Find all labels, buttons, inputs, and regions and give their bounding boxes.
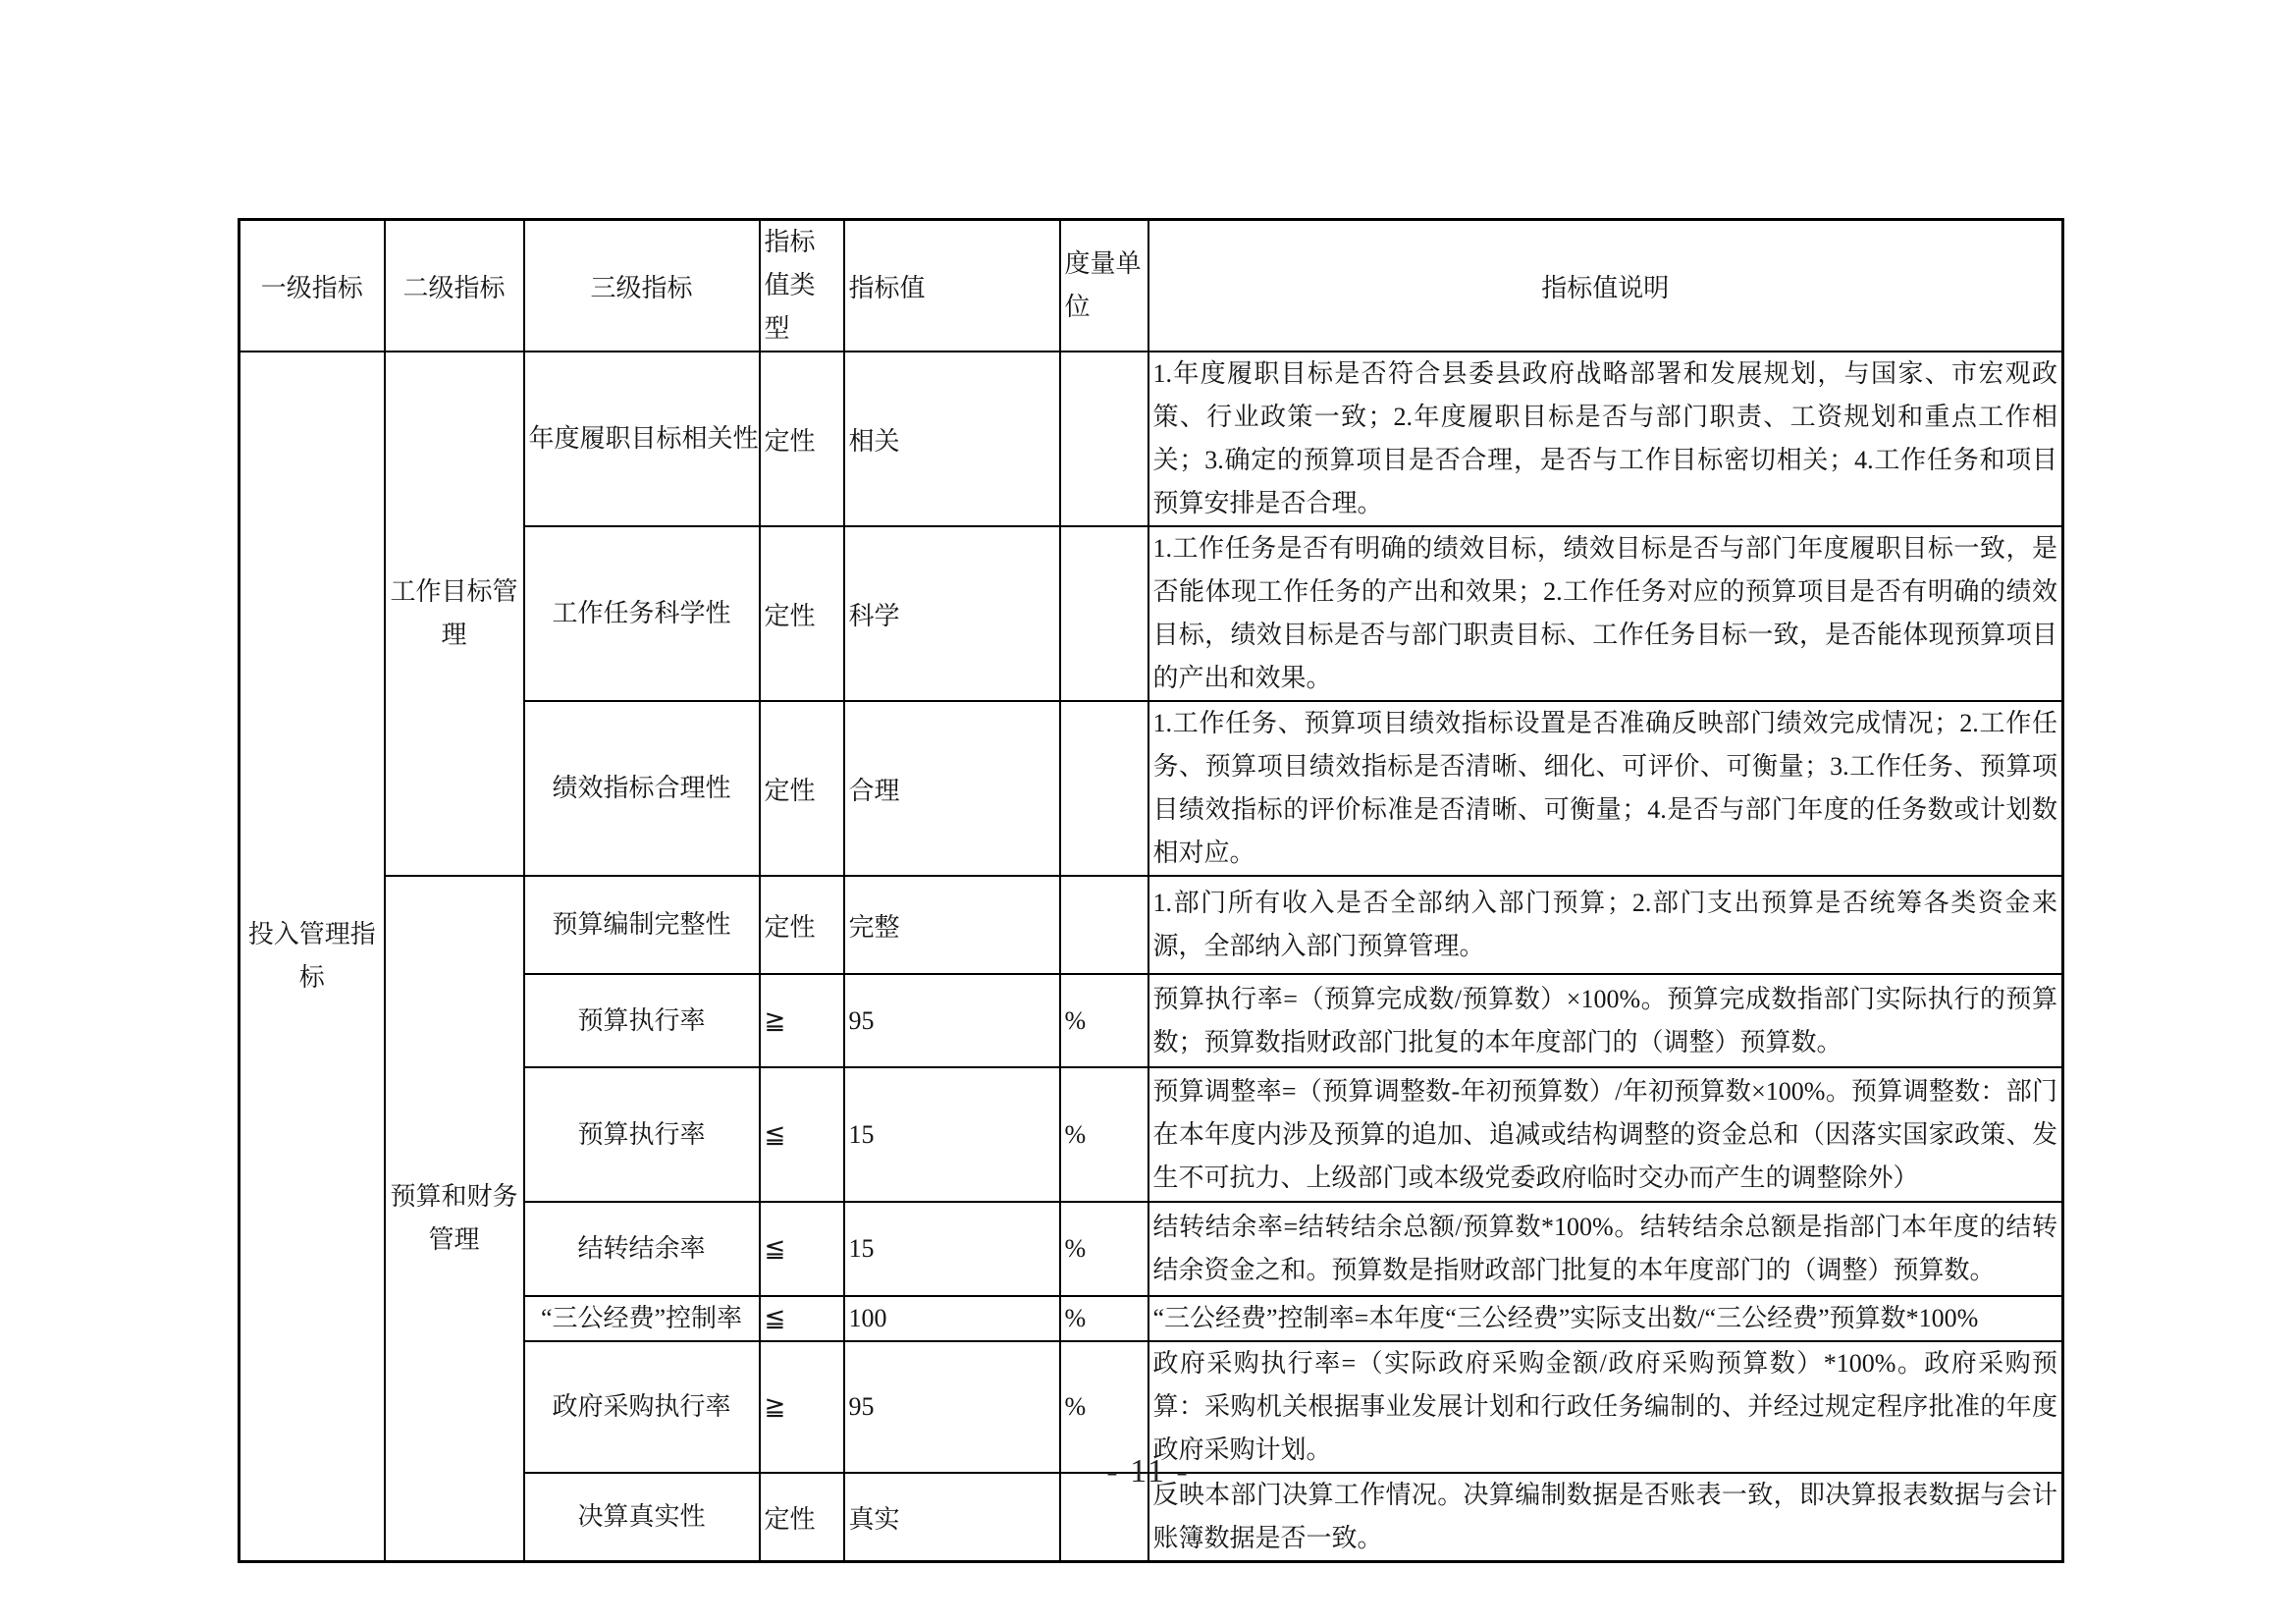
cell-description: 1.工作任务、预算项目绩效指标设置是否准确反映部门绩效完成情况；2.工作任务、预算项目绩效指标是否清晰、细化、可评价、可衡量；3.工作任务、预算项目绩效指标的评价标准是否清晰、可衡量；4.是否与部门年度的任务数或计划数相对应。 (1148, 701, 2063, 876)
header-value-type: 指标值类型 (760, 220, 844, 352)
cell-value: 完整 (844, 876, 1060, 974)
header-level1-indicator: 一级指标 (240, 220, 385, 352)
cell-level3-indicator: 结转结余率 (524, 1202, 760, 1296)
cell-value: 科学 (844, 526, 1060, 701)
cell-unit: % (1060, 1296, 1148, 1341)
cell-description: “三公经费”控制率=本年度“三公经费”实际支出数/“三公经费”预算数*100% (1148, 1296, 2063, 1341)
cell-value-type: 定性 (760, 1473, 844, 1562)
cell-value: 95 (844, 974, 1060, 1067)
cell-value: 真实 (844, 1473, 1060, 1562)
indicator-table (238, 218, 2064, 1563)
cell-level3-indicator: 政府采购执行率 (524, 1341, 760, 1473)
cell-value-type: ≧ (760, 1341, 844, 1473)
cell-value: 相关 (844, 352, 1060, 526)
cell-description: 预算执行率=（预算完成数/预算数）×100%。预算完成数指部门实际执行的预算数；预算数指财政部门批复的本年度部门的（调整）预算数。 (1148, 974, 2063, 1067)
cell-level2-indicator: 工作目标管理 (385, 352, 524, 876)
cell-unit: % (1060, 1067, 1148, 1202)
cell-value-type: 定性 (760, 352, 844, 526)
cell-unit (1060, 526, 1148, 701)
cell-unit: % (1060, 974, 1148, 1067)
cell-level3-indicator: 年度履职目标相关性 (524, 352, 760, 526)
cell-value-type: 定性 (760, 701, 844, 876)
cell-unit (1060, 876, 1148, 974)
table-row (240, 352, 2063, 526)
header-description: 指标值说明 (1148, 220, 2063, 352)
cell-description: 结转结余率=结转结余总额/预算数*100%。结转结余总额是指部门本年度的结转结余资金之和。预算数是指财政部门批复的本年度部门的（调整）预算数。 (1148, 1202, 2063, 1296)
cell-description: 1.年度履职目标是否符合县委县政府战略部署和发展规划，与国家、市宏观政策、行业政策一致；2.年度履职目标是否与部门职责、工资规划和重点工作相关；3.确定的预算项目是否合理，是否与工作目标密切相关；4.工作任务和项目预算安排是否合理。 (1148, 352, 2063, 526)
cell-unit (1060, 701, 1148, 876)
cell-description: 预算调整率=（预算调整数-年初预算数）/年初预算数×100%。预算调整数：部门在本年度内涉及预算的追加、追减或结构调整的资金总和（因落实国家政策、发生不可抗力、上级部门或本级党委政府临时交办而产生的调整除外） (1148, 1067, 2063, 1202)
table-header-row (240, 220, 2063, 352)
cell-value-type: ≦ (760, 1296, 844, 1341)
cell-value: 15 (844, 1067, 1060, 1202)
cell-level3-indicator: 预算编制完整性 (524, 876, 760, 974)
cell-level3-indicator: 预算执行率 (524, 974, 760, 1067)
cell-level1-indicator: 投入管理指标 (240, 352, 385, 1562)
cell-level3-indicator: 绩效指标合理性 (524, 701, 760, 876)
cell-value-type: 定性 (760, 526, 844, 701)
cell-value-type: ≦ (760, 1067, 844, 1202)
header-value: 指标值 (844, 220, 1060, 352)
cell-description: 反映本部门决算工作情况。决算编制数据是否账表一致，即决算报表数据与会计账簿数据是否一致。 (1148, 1473, 2063, 1562)
cell-value: 100 (844, 1296, 1060, 1341)
cell-value: 合理 (844, 701, 1060, 876)
cell-level3-indicator: “三公经费”控制率 (524, 1296, 760, 1341)
cell-description: 1.工作任务是否有明确的绩效目标，绩效目标是否与部门年度履职目标一致，是否能体现工作任务的产出和效果；2.工作任务对应的预算项目是否有明确的绩效目标，绩效目标是否与部门职责目标、工作任务目标一致，是否能体现预算项目的产出和效果。 (1148, 526, 2063, 701)
cell-value-type: ≦ (760, 1202, 844, 1296)
cell-value: 15 (844, 1202, 1060, 1296)
cell-level3-indicator: 决算真实性 (524, 1473, 760, 1562)
cell-value: 95 (844, 1341, 1060, 1473)
cell-unit: % (1060, 1202, 1148, 1296)
cell-unit: % (1060, 1341, 1148, 1473)
cell-description: 1.部门所有收入是否全部纳入部门预算；2.部门支出预算是否统筹各类资金来源，全部纳入部门预算管理。 (1148, 876, 2063, 974)
cell-level3-indicator: 工作任务科学性 (524, 526, 760, 701)
cell-value-type: ≧ (760, 974, 844, 1067)
cell-description: 政府采购执行率=（实际政府采购金额/政府采购预算数）*100%。政府采购预算：采购机关根据事业发展计划和行政任务编制的、并经过规定程序批准的年度政府采购计划。 (1148, 1341, 2063, 1473)
cell-level2-indicator: 预算和财务管理 (385, 876, 524, 1562)
cell-value-type: 定性 (760, 876, 844, 974)
cell-unit (1060, 352, 1148, 526)
header-level3-indicator: 三级指标 (524, 220, 760, 352)
header-unit: 度量单位 (1060, 220, 1148, 352)
cell-level3-indicator: 预算执行率 (524, 1067, 760, 1202)
page-number: - 11 - (1106, 1453, 1190, 1489)
table-row (240, 876, 2063, 974)
header-level2-indicator: 二级指标 (385, 220, 524, 352)
